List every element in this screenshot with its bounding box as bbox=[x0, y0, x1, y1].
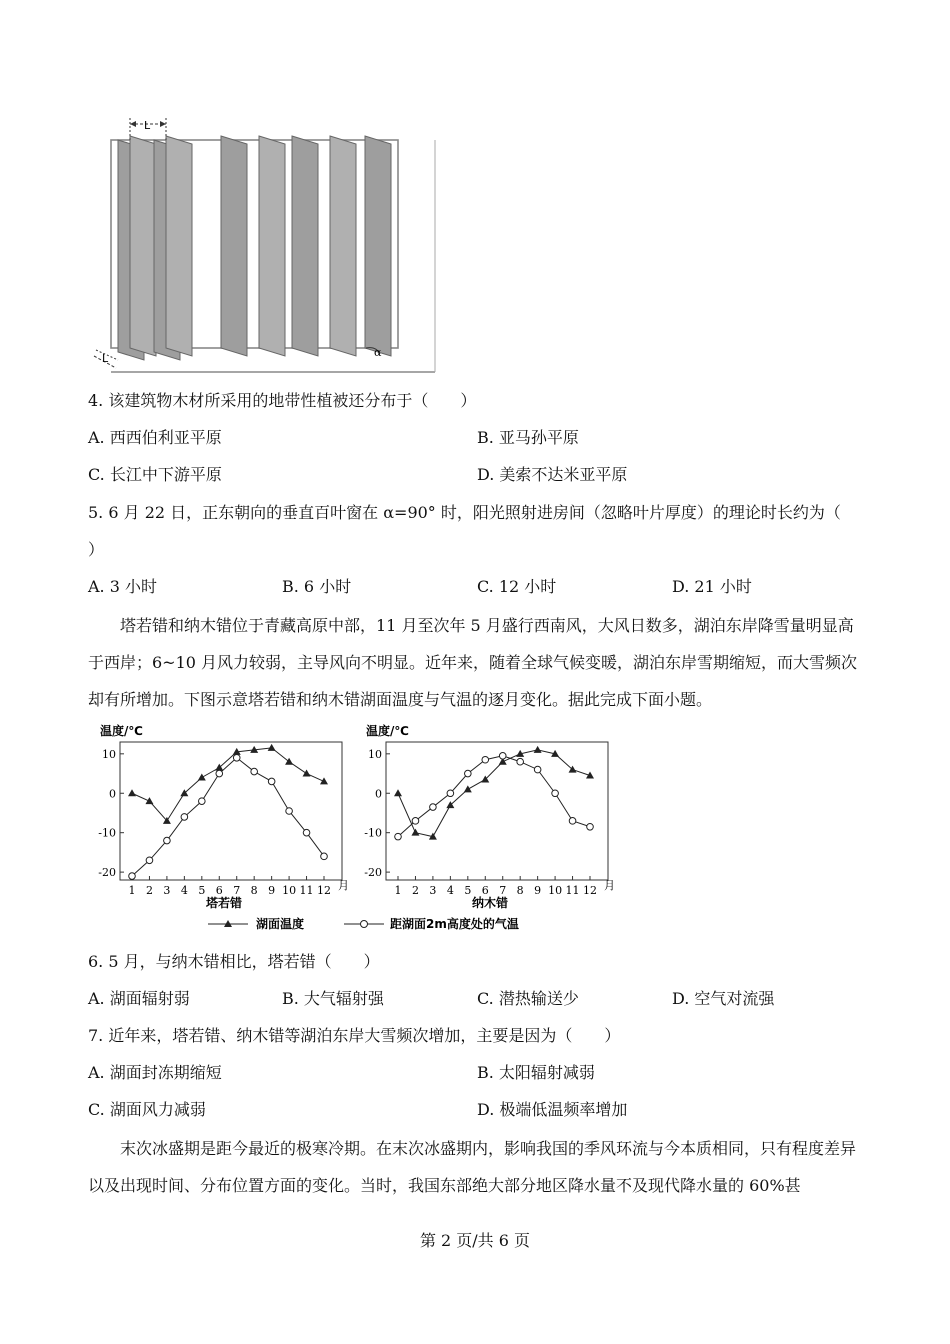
chart1-xtick-label: 7 bbox=[233, 884, 241, 897]
chart1-lake-point bbox=[268, 744, 276, 751]
q4-option-b[interactable]: B. 亚马孙平原 bbox=[477, 428, 579, 447]
chart1-ytick-label: 10 bbox=[102, 747, 116, 761]
passage-glacial: 末次冰盛期是距今最近的极寒冷期。在末次冰盛期内，影响我国的季风环流与今本质相同，只有程度差异以及出现时间、分布位置方面的变化。当时，我国东部绝大部分地区降水量不及现代降水量的 60%甚 bbox=[88, 1139, 857, 1195]
chart1-air-point bbox=[199, 798, 206, 805]
chart2-ylabel: 温度/℃ bbox=[366, 724, 409, 738]
chart2-air-point bbox=[465, 770, 472, 777]
chart2-air-point bbox=[447, 790, 454, 797]
chart1-lake-point bbox=[198, 773, 206, 780]
chart1-xtick-label: 4 bbox=[180, 884, 188, 897]
q6-option-c[interactable]: C. 潜热输送少 bbox=[477, 989, 579, 1008]
q5-stem: 5. 6 月 22 日，正东朝向的垂直百叶窗在 α=90° 时，阳光照射进房间（忽略叶片厚度）的理论时长约为（ bbox=[88, 503, 841, 522]
chart1-air-point bbox=[129, 873, 136, 880]
q7-stem: 7. 近年来，塔若错、纳木错等湖泊东岸大雪频次增加，主要是因为（ ） bbox=[88, 1026, 621, 1045]
q5-option-a[interactable]: A. 3 小时 bbox=[88, 577, 157, 596]
q7-option-b[interactable]: B. 太阳辐射减弱 bbox=[477, 1063, 595, 1082]
chart2-xtick-label: 4 bbox=[446, 884, 454, 897]
chart2-title: 纳木错 bbox=[472, 896, 509, 910]
louver-figure bbox=[88, 110, 448, 382]
chart1-xtick-label: 1 bbox=[128, 884, 136, 897]
chart1-air-point bbox=[233, 754, 240, 761]
chart1-title: 塔若错 bbox=[206, 896, 243, 910]
chart1-air-point bbox=[164, 837, 171, 844]
chart2-xtick-label: 3 bbox=[429, 884, 437, 897]
chart1-xtick-label: 6 bbox=[215, 884, 223, 897]
chart2-air-point bbox=[499, 753, 506, 760]
chart1-x-unit: 月 bbox=[338, 879, 349, 892]
chart2-lake-point bbox=[411, 829, 419, 836]
chart2-series-lake-line bbox=[398, 750, 590, 837]
chart2-air-point bbox=[482, 756, 489, 763]
q4-option-a[interactable]: A. 西西伯利亚平原 bbox=[88, 428, 222, 447]
chart2-xtick-label: 9 bbox=[534, 884, 542, 897]
chart2-lake-point bbox=[464, 785, 472, 792]
chart1-air-point bbox=[146, 857, 153, 864]
q6-option-d[interactable]: D. 空气对流强 bbox=[672, 989, 775, 1008]
chart2-air-point bbox=[430, 804, 437, 811]
chart2-air-point bbox=[395, 833, 402, 840]
chart2-x-unit: 月 bbox=[604, 879, 615, 892]
chart1-xtick-label: 5 bbox=[198, 884, 206, 897]
chart1-xtick-label: 11 bbox=[299, 884, 314, 897]
chart1-air-point bbox=[181, 814, 188, 821]
q5-option-d[interactable]: D. 21 小时 bbox=[672, 577, 752, 596]
q7-option-a[interactable]: A. 湖面封冻期缩短 bbox=[88, 1063, 222, 1082]
label-alpha: α bbox=[374, 346, 382, 359]
chart1-air-point bbox=[216, 770, 223, 777]
chart1-air-point bbox=[251, 768, 258, 775]
chart1-series-air-line bbox=[132, 758, 324, 876]
chart1-xtick-label: 2 bbox=[145, 884, 153, 897]
chart2-xtick-label: 1 bbox=[394, 884, 402, 897]
chart1-ytick-label: -10 bbox=[98, 826, 116, 840]
chart2-series-air-line bbox=[398, 756, 590, 837]
chart-legend bbox=[208, 916, 519, 931]
chart1-ytick-label: 0 bbox=[109, 787, 116, 801]
chart2-air-point bbox=[552, 790, 559, 797]
legend-lake-temp: 湖面温度 bbox=[256, 917, 305, 931]
chart1-xtick-label: 8 bbox=[250, 884, 258, 897]
chart1-air-point bbox=[321, 853, 328, 860]
legend-air-temp: 距湖面2m高度处的气温 bbox=[390, 917, 519, 931]
chart1-xtick-label: 10 bbox=[282, 884, 297, 897]
louver-blades bbox=[118, 136, 391, 360]
chart2-ytick-label: 0 bbox=[375, 787, 382, 801]
label-L-side: L bbox=[102, 352, 109, 365]
chart2-xtick-label: 7 bbox=[499, 884, 507, 897]
chart1-lake-point bbox=[285, 758, 293, 765]
chart-taruocuo bbox=[98, 723, 349, 910]
chart2-plot-frame bbox=[386, 742, 608, 880]
q6-option-a[interactable]: A. 湖面辐射弱 bbox=[88, 989, 190, 1008]
chart2-ytick-label: -10 bbox=[364, 826, 382, 840]
chart1-series-lake-line bbox=[132, 748, 324, 821]
chart1-lake-point bbox=[320, 777, 328, 784]
chart1-ytick-label: -20 bbox=[98, 866, 116, 880]
q4-option-c[interactable]: C. 长江中下游平原 bbox=[88, 465, 222, 484]
q6-stem: 6. 5 月，与纳木错相比，塔若错（ ） bbox=[88, 952, 380, 971]
q6-option-b[interactable]: B. 大气辐射强 bbox=[282, 989, 384, 1008]
chart2-xtick-label: 5 bbox=[464, 884, 472, 897]
passage-lakes: 塔若错和纳木错位于青藏高原中部，11 月至次年 5 月盛行西南风，大风日数多，湖泊东岸降雪量明显高于西岸；6~10 月风力较弱，主导风向不明显。近年来，随着全球气候变暖，湖泊东岸雪期缩短，而大雪频次却有所增加。下图示意塔若错和纳木错湖面温度与气温的逐月变化。据此完成下面小题。 bbox=[88, 616, 858, 709]
chart1-ylabel: 温度/℃ bbox=[100, 724, 143, 738]
q5-option-c[interactable]: C. 12 小时 bbox=[477, 577, 557, 596]
q4-option-d[interactable]: D. 美索不达米亚平原 bbox=[477, 465, 628, 484]
chart2-air-point bbox=[569, 818, 576, 825]
chart2-xtick-label: 8 bbox=[516, 884, 524, 897]
chart2-xtick-label: 11 bbox=[565, 884, 580, 897]
chart2-air-point bbox=[517, 758, 524, 765]
chart1-air-point bbox=[286, 808, 293, 815]
chart2-air-point bbox=[412, 818, 419, 825]
chart1-lake-point bbox=[145, 797, 153, 804]
q5-option-b[interactable]: B. 6 小时 bbox=[282, 577, 352, 596]
chart-namucuo bbox=[364, 723, 615, 910]
chart1-lake-point bbox=[128, 789, 136, 796]
q5-stem-cont: ） bbox=[88, 540, 105, 559]
q7-option-d[interactable]: D. 极端低温频率增加 bbox=[477, 1100, 628, 1119]
chart2-ytick-label: -20 bbox=[364, 866, 382, 880]
chart1-xtick-label: 12 bbox=[317, 884, 331, 897]
chart2-xtick-label: 6 bbox=[481, 884, 489, 897]
q4-stem: 4. 该建筑物木材所采用的地带性植被还分布于（ ） bbox=[88, 391, 477, 410]
page-footer: 第 2 页/共 6 页 bbox=[419, 1231, 531, 1250]
chart1-air-point bbox=[303, 829, 310, 836]
chart2-xtick-label: 10 bbox=[548, 884, 563, 897]
chart1-air-point bbox=[268, 778, 275, 785]
chart2-lake-point bbox=[394, 789, 402, 796]
chart2-xtick-label: 12 bbox=[583, 884, 597, 897]
chart2-ytick-label: 10 bbox=[368, 747, 382, 761]
legend-circle-marker bbox=[361, 921, 368, 928]
chart2-air-point bbox=[587, 823, 594, 830]
q7-option-c[interactable]: C. 湖面风力减弱 bbox=[88, 1100, 206, 1119]
lake-temperature-charts bbox=[88, 718, 618, 938]
chart2-xtick-label: 2 bbox=[411, 884, 419, 897]
chart2-air-point bbox=[534, 766, 541, 773]
chart2-lake-point bbox=[534, 746, 542, 753]
chart1-lake-point bbox=[303, 770, 311, 777]
chart1-xtick-label: 9 bbox=[268, 884, 276, 897]
chart1-xtick-label: 3 bbox=[163, 884, 171, 897]
label-L-top: L bbox=[144, 119, 151, 132]
